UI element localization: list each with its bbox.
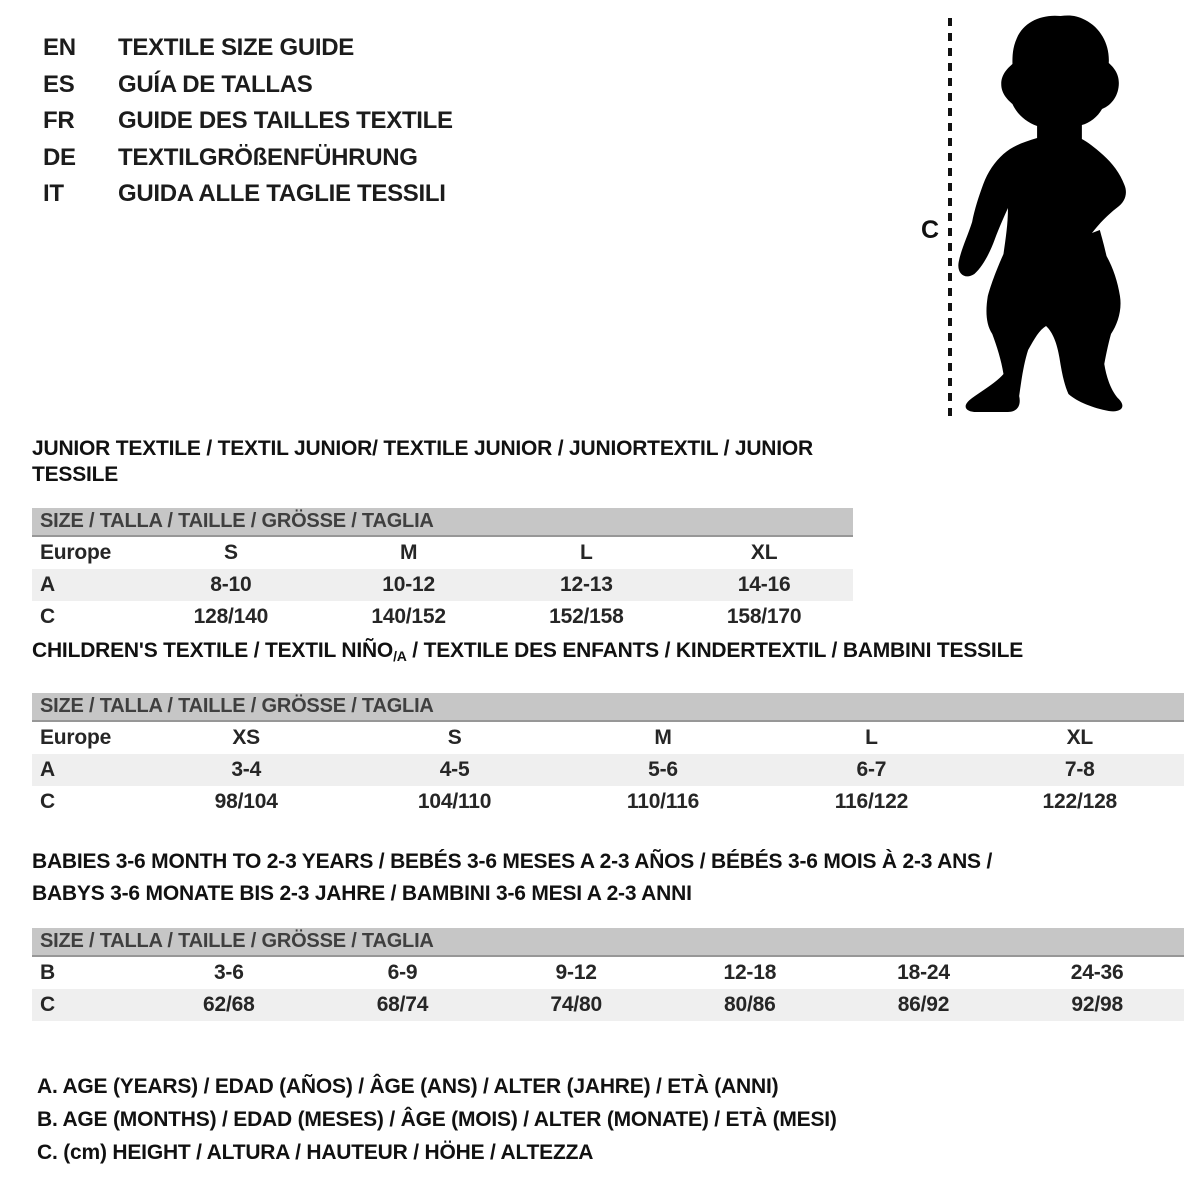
babies-textile-section: [32, 846, 1184, 1021]
language-code: DE: [43, 143, 76, 171]
babies-title-line1: BABIES 3-6 MONTH TO 2-3 YEARS / BEBÉS 3-6 MESES A 2-3 AÑOS / BÉBÉS 3-6 MOIS À 2-3 ANS /: [32, 850, 993, 873]
table-cell: 6-9: [387, 961, 418, 984]
babies-section-title: [32, 846, 1184, 910]
table-cell: 6-7: [856, 758, 887, 781]
legend-line-b: B. AGE (MONTHS) / EDAD (MESES) / ÂGE (MOIS) / ALTER (MONATE) / ETÀ (MESI): [37, 1108, 837, 1131]
language-code: FR: [43, 107, 75, 135]
table-cell: 74/80: [550, 993, 602, 1016]
table-row-height: [32, 786, 1184, 818]
language-row-de: [43, 140, 453, 177]
table-cell: XL: [1066, 726, 1093, 749]
children-title-text: / TEXTILE DES ENFANTS / KINDERTEXTIL / BAMBINI TESSILE: [406, 639, 1024, 662]
table-cell: M: [654, 726, 672, 749]
table-cell: 3-4: [231, 758, 262, 781]
table-row-europe: [32, 537, 853, 569]
guide-title-it: GUIDA ALLE TAGLIE TESSILI: [118, 180, 446, 208]
table-cell: 14-16: [737, 573, 791, 596]
junior-textile-section: [32, 436, 853, 633]
row-label: A: [40, 573, 55, 596]
table-cell: 8-10: [210, 573, 252, 596]
language-code: EN: [43, 34, 76, 62]
language-row-en: [43, 30, 453, 67]
table-row-height: [32, 989, 1184, 1021]
language-row-fr: [43, 103, 453, 140]
language-code: ES: [43, 70, 75, 98]
row-label: C: [40, 993, 55, 1016]
height-measure-figure: [915, 10, 1165, 424]
table-row-age: [32, 569, 853, 601]
guide-title-fr: GUIDE DES TAILLES TEXTILE: [118, 107, 453, 135]
language-title-list: [43, 30, 453, 213]
table-cell: 5-6: [648, 758, 678, 781]
table-cell: 3-6: [213, 961, 244, 984]
table-cell: 128/140: [193, 605, 269, 628]
junior-size-table: [32, 508, 853, 633]
table-cell: 9-12: [555, 961, 597, 984]
table-cell: 4-5: [439, 758, 470, 781]
table-cell: 92/98: [1071, 993, 1123, 1016]
table-cell: S: [447, 726, 462, 749]
table-row-height: [32, 601, 853, 633]
table-cell: XL: [750, 541, 778, 564]
babies-size-table: [32, 928, 1184, 1021]
table-cell: 80/86: [724, 993, 776, 1016]
table-cell: 10-12: [382, 573, 435, 596]
guide-title-de: TEXTILGRÖßENFÜHRUNG: [118, 143, 418, 171]
table-cell: 122/128: [1042, 790, 1118, 813]
table-cell: 12-13: [560, 573, 613, 596]
babies-title-line2: BABYS 3-6 MONATE BIS 2-3 JAHRE / BAMBINI 3-6 MESI A 2-3 ANNI: [32, 882, 692, 905]
table-cell: 116/122: [834, 790, 909, 813]
legend: [37, 1070, 837, 1169]
children-title-sub: /A: [393, 648, 407, 664]
table-cell: 12-18: [723, 961, 777, 984]
children-textile-section: [32, 638, 1184, 818]
language-row-it: [43, 176, 453, 213]
children-title-text: CHILDREN'S TEXTILE / TEXTIL NIÑO: [32, 639, 394, 662]
language-code: IT: [43, 180, 64, 208]
table-cell: XS: [232, 726, 260, 749]
language-row-es: [43, 67, 453, 104]
table-cell: 152/158: [549, 605, 624, 628]
table-cell: L: [580, 541, 593, 564]
row-label: Europe: [40, 726, 112, 749]
table-cell: 62/68: [203, 993, 255, 1016]
size-table-header: SIZE / TALLA / TAILLE / GRÖSSE / TAGLIA: [32, 928, 1184, 957]
toddler-silhouette: [958, 15, 1126, 412]
table-cell: 110/116: [626, 790, 700, 813]
children-size-table: [32, 693, 1184, 818]
table-cell: 24-36: [1070, 961, 1124, 984]
row-label: B: [40, 961, 55, 984]
size-table-header: SIZE / TALLA / TAILLE / GRÖSSE / TAGLIA: [32, 693, 1184, 722]
table-cell: 7-8: [1064, 758, 1095, 781]
toddler-silhouette-icon: [915, 10, 1165, 424]
table-cell: S: [223, 541, 238, 564]
table-cell: 18-24: [897, 961, 950, 984]
row-label: Europe: [40, 541, 112, 564]
legend-line-a: A. AGE (YEARS) / EDAD (AÑOS) / ÂGE (ANS) / ALTER (JAHRE) / ETÀ (ANNI): [37, 1075, 779, 1098]
legend-line-c: C. (cm) HEIGHT / ALTURA / HAUTEUR / HÖHE / ALTEZZA: [37, 1141, 594, 1164]
table-row-age: [32, 754, 1184, 786]
row-label: C: [40, 605, 55, 628]
measure-label-c: C: [921, 216, 940, 244]
table-cell: L: [865, 726, 878, 749]
table-cell: 140/152: [371, 605, 446, 628]
children-section-title: [32, 638, 1184, 669]
table-row-europe: [32, 722, 1184, 754]
table-cell: 86/92: [897, 993, 950, 1016]
size-table-header: SIZE / TALLA / TAILLE / GRÖSSE / TAGLIA: [32, 508, 853, 537]
table-cell: M: [399, 541, 418, 564]
guide-title-en: TEXTILE SIZE GUIDE: [118, 34, 354, 62]
table-cell: 104/110: [417, 790, 492, 813]
junior-section-title: JUNIOR TEXTILE / TEXTIL JUNIOR/ TEXTILE JUNIOR / JUNIORTEXTIL / JUNIOR TESSILE: [32, 437, 813, 486]
table-row-age-months: [32, 957, 1184, 989]
table-cell: 158/170: [726, 605, 802, 628]
row-label: C: [40, 790, 55, 813]
guide-title-es: GUÍA DE TALLAS: [118, 70, 313, 98]
row-label: A: [40, 758, 55, 781]
table-cell: 98/104: [214, 790, 278, 813]
table-cell: 68/74: [376, 993, 429, 1016]
